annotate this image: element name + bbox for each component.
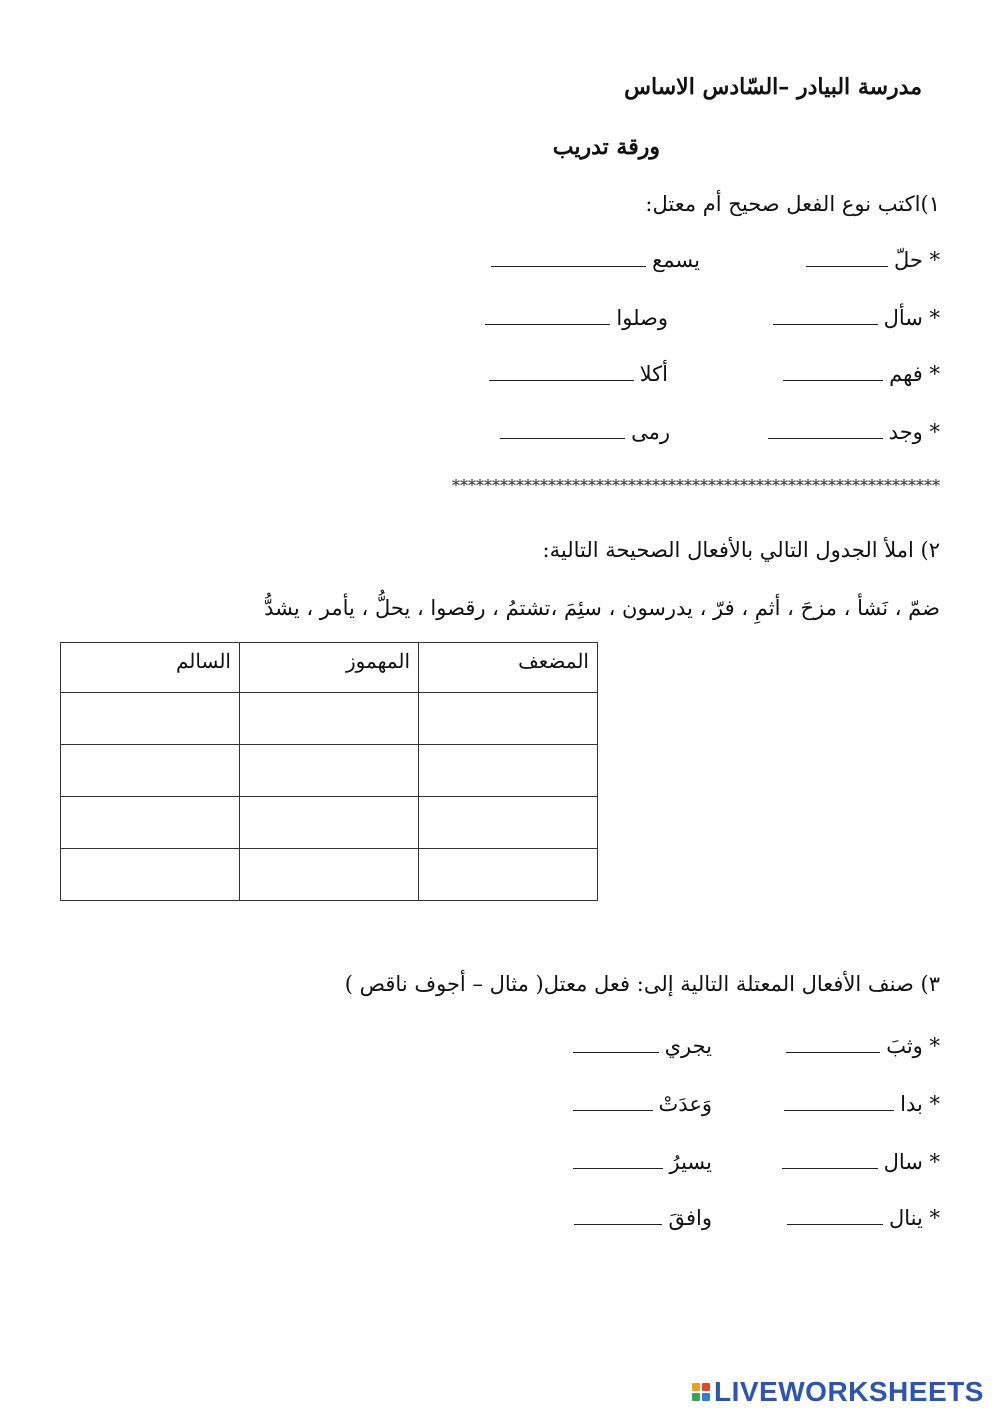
answer-line[interactable] xyxy=(491,265,646,267)
q1-row xyxy=(491,248,940,272)
q1-row xyxy=(500,420,940,444)
question-2-title: ٢) املأ الجدول التالي بالأفعال الصحيحة التالية: xyxy=(542,538,940,562)
liveworksheets-logo[interactable] xyxy=(692,1376,984,1408)
q1-row xyxy=(485,306,940,330)
q3-word: يسيرُ xyxy=(669,1150,712,1174)
table-cell[interactable] xyxy=(61,745,240,797)
answer-line[interactable] xyxy=(573,1167,663,1169)
answer-line[interactable] xyxy=(783,379,883,381)
table-cell[interactable] xyxy=(61,797,240,849)
answer-line[interactable] xyxy=(782,1167,878,1169)
table-cell[interactable] xyxy=(419,849,598,901)
table-row xyxy=(61,849,598,901)
answer-line[interactable] xyxy=(485,323,610,325)
question-1-title: ١)اكتب نوع الفعل صحيح أم معتل: xyxy=(645,192,940,216)
q3-word: يجري xyxy=(664,1034,712,1058)
column-header-salim: السالم xyxy=(61,643,240,693)
liveworksheets-icon xyxy=(692,1383,710,1401)
q3-word: وافقَ xyxy=(668,1206,712,1230)
answer-line[interactable] xyxy=(573,1109,653,1111)
q3-word: وَعدَتْ xyxy=(658,1092,712,1116)
table-cell[interactable] xyxy=(240,745,419,797)
q1-word: * سأل xyxy=(883,306,940,330)
answer-line[interactable] xyxy=(786,1051,880,1053)
question-3-title: ٣) صنف الأفعال المعتلة التالية إلى: فعل معتل( مثال – أجوف ناقص ) xyxy=(344,972,940,996)
table-cell[interactable] xyxy=(240,849,419,901)
table-cell[interactable] xyxy=(61,849,240,901)
table-cell[interactable] xyxy=(419,693,598,745)
worksheet-title: ورقة تدريب xyxy=(552,134,660,160)
q3-row xyxy=(573,1034,940,1058)
table-row xyxy=(61,693,598,745)
q3-row xyxy=(574,1206,940,1230)
answer-line[interactable] xyxy=(784,1109,894,1111)
answer-line[interactable] xyxy=(787,1223,883,1225)
question-2-word-list: ضمّ ، نَشأ ، مزحَ ، أثمِ ، فرّ ، يدرسون ، سئِمَ ،تشتمُ ، رقصوا ، يحلُّ ، يأمر ، يشدُّ xyxy=(264,596,940,620)
q1-row xyxy=(489,362,940,386)
q1-word: * وجد xyxy=(888,420,940,444)
verb-table xyxy=(60,642,598,901)
table-cell[interactable] xyxy=(240,693,419,745)
q1-word: يسمع xyxy=(652,248,700,272)
q3-word: * وثبَ xyxy=(886,1034,940,1058)
table-cell[interactable] xyxy=(419,745,598,797)
answer-line[interactable] xyxy=(768,437,883,439)
column-header-mahmouz: المهموز xyxy=(240,643,419,693)
column-header-mudaaf: المضعف xyxy=(419,643,598,693)
answer-line[interactable] xyxy=(574,1223,662,1225)
q1-word: رمى xyxy=(631,420,670,444)
table-row xyxy=(61,745,598,797)
q1-word: أكلا xyxy=(639,362,668,386)
answer-line[interactable] xyxy=(773,323,878,325)
q3-word: * بدا xyxy=(900,1092,940,1116)
brand-text: LIVEWORKSHEETS xyxy=(714,1376,984,1407)
answer-line[interactable] xyxy=(500,437,625,439)
table-cell[interactable] xyxy=(61,693,240,745)
table-cell[interactable] xyxy=(240,797,419,849)
q1-word: * فهم xyxy=(889,362,940,386)
q3-row xyxy=(573,1092,940,1116)
q1-word: * حلّ xyxy=(893,248,940,272)
answer-line[interactable] xyxy=(573,1051,659,1053)
table-header-row xyxy=(61,643,598,693)
table-row xyxy=(61,797,598,849)
q1-word: وصلوا xyxy=(616,306,668,330)
separator-stars: ************************************************************* xyxy=(452,476,940,495)
q3-word: * سال xyxy=(883,1150,940,1174)
q3-word: * ينال xyxy=(888,1206,940,1230)
answer-line[interactable] xyxy=(806,265,888,267)
school-title: مدرسة البيادر –السّادس الاساس xyxy=(624,74,922,100)
q3-row xyxy=(573,1150,940,1174)
answer-line[interactable] xyxy=(489,379,634,381)
table-cell[interactable] xyxy=(419,797,598,849)
